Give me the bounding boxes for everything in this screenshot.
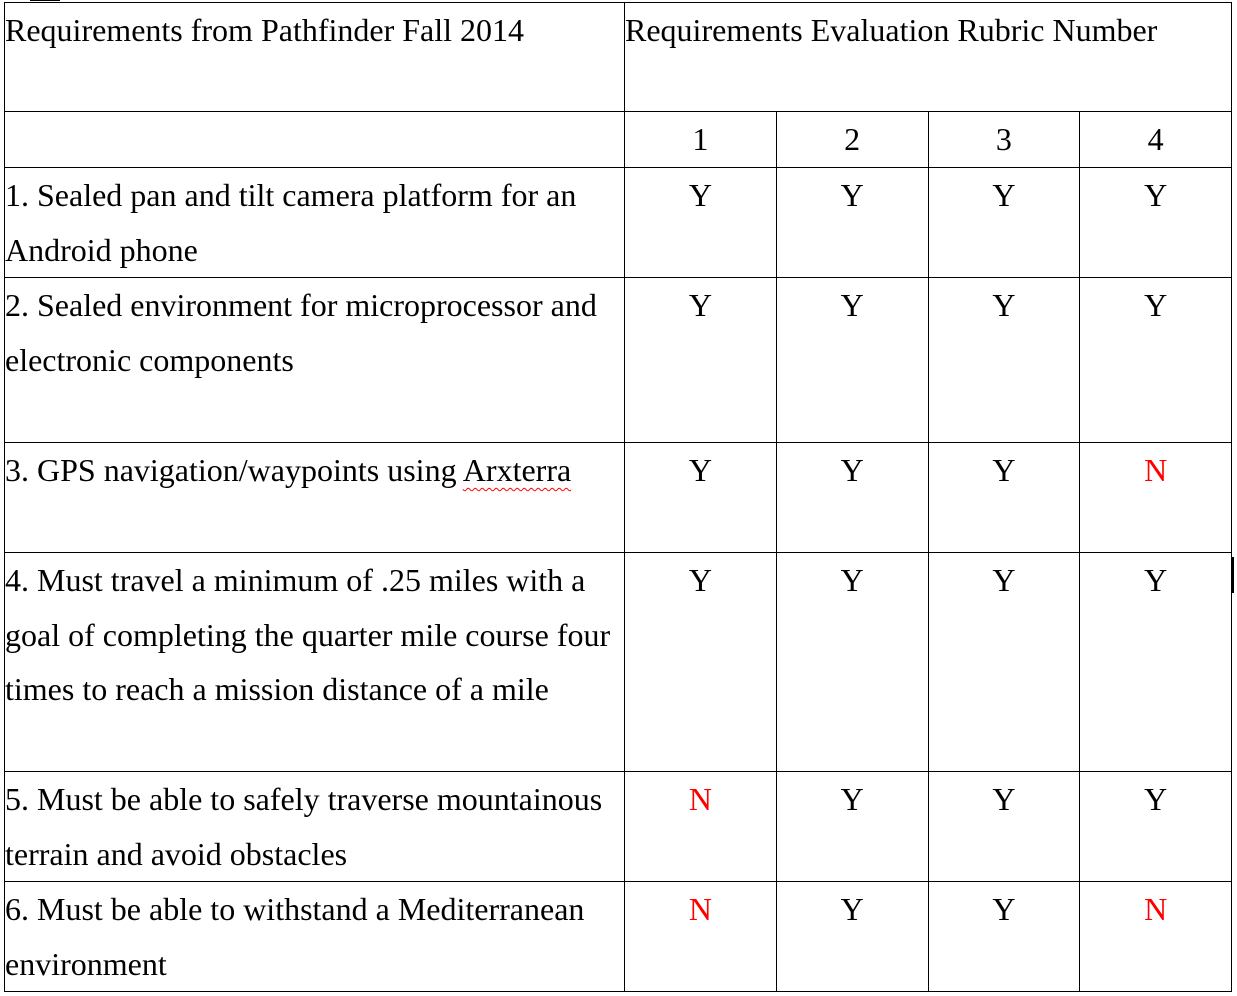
- rubric-header-cell[interactable]: [625, 3, 1232, 112]
- evaluation-value: Y: [992, 452, 1016, 488]
- evaluation-value: Y: [840, 891, 864, 927]
- rubric-header-label: Requirements Evaluation Rubric Number: [625, 12, 1158, 48]
- evaluation-value: Y: [840, 781, 864, 817]
- evaluation-cell[interactable]: [1080, 168, 1232, 278]
- evaluation-value: Y: [992, 177, 1016, 213]
- spellcheck-flagged-word[interactable]: Arxterra: [462, 452, 572, 488]
- requirement-text: 6. Must be able to withstand a Mediterranean environment: [5, 891, 585, 982]
- requirement-text: 2. Sealed environment for microprocessor and electronic components: [5, 287, 597, 378]
- requirement-cell[interactable]: [5, 882, 625, 992]
- evaluation-cell[interactable]: [776, 443, 928, 553]
- rubric-number-4: 4: [1147, 121, 1164, 157]
- evaluation-cell[interactable]: [625, 278, 777, 443]
- evaluation-value: N: [1144, 452, 1168, 488]
- evaluation-cell[interactable]: [1080, 443, 1232, 553]
- evaluation-value: Y: [840, 562, 864, 598]
- evaluation-value: Y: [840, 452, 864, 488]
- evaluation-cell[interactable]: [625, 882, 777, 992]
- evaluation-value: Y: [688, 562, 712, 598]
- evaluation-value: Y: [992, 562, 1016, 598]
- evaluation-cell[interactable]: [928, 443, 1080, 553]
- evaluation-value: Y: [992, 781, 1016, 817]
- rubric-number-row: [5, 112, 1232, 168]
- evaluation-value: Y: [992, 287, 1016, 323]
- requirement-cell[interactable]: [5, 278, 625, 443]
- evaluation-cell[interactable]: [625, 168, 777, 278]
- evaluation-cell[interactable]: [1080, 772, 1232, 882]
- text-cursor-mark: [1232, 557, 1234, 593]
- evaluation-value: Y: [688, 287, 712, 323]
- evaluation-cell[interactable]: [928, 882, 1080, 992]
- table-row: [5, 772, 1232, 882]
- rubric-number-cell[interactable]: [625, 112, 777, 168]
- rubric-number-2: 2: [844, 121, 861, 157]
- header-row: [5, 3, 1232, 112]
- top-edge-mark: [30, 0, 60, 1]
- evaluation-value: N: [688, 781, 712, 817]
- rubric-number-3: 3: [995, 121, 1012, 157]
- evaluation-cell[interactable]: [625, 772, 777, 882]
- requirements-rubric-table: [4, 2, 1232, 992]
- requirement-text: 1. Sealed pan and tilt camera platform for an Android phone: [5, 177, 577, 268]
- table-row: [5, 553, 1232, 772]
- evaluation-cell[interactable]: [776, 882, 928, 992]
- evaluation-value: Y: [992, 891, 1016, 927]
- evaluation-cell[interactable]: [928, 772, 1080, 882]
- evaluation-cell[interactable]: [928, 278, 1080, 443]
- evaluation-cell[interactable]: [625, 443, 777, 553]
- rubric-number-cell[interactable]: [776, 112, 928, 168]
- evaluation-value: Y: [840, 177, 864, 213]
- requirement-cell[interactable]: [5, 168, 625, 278]
- requirement-cell[interactable]: [5, 553, 625, 772]
- evaluation-cell[interactable]: [928, 553, 1080, 772]
- table-row: [5, 882, 1232, 992]
- requirements-header-label: Requirements from Pathfinder Fall 2014: [5, 12, 525, 48]
- table-row: [5, 443, 1232, 553]
- rubric-number-1: 1: [692, 121, 709, 157]
- evaluation-value: Y: [1144, 287, 1168, 323]
- evaluation-value: N: [1144, 891, 1168, 927]
- evaluation-value: Y: [1144, 781, 1168, 817]
- table-row: [5, 168, 1232, 278]
- evaluation-cell[interactable]: [776, 168, 928, 278]
- evaluation-value: Y: [840, 287, 864, 323]
- table-row: [5, 278, 1232, 443]
- evaluation-value: Y: [1144, 177, 1168, 213]
- requirement-text: 5. Must be able to safely traverse mountainous terrain and avoid obstacles: [5, 781, 603, 872]
- evaluation-value: Y: [688, 452, 712, 488]
- evaluation-value: N: [688, 891, 712, 927]
- evaluation-cell[interactable]: [928, 168, 1080, 278]
- requirement-cell[interactable]: [5, 772, 625, 882]
- requirement-cell[interactable]: [5, 443, 625, 553]
- empty-header-cell[interactable]: [5, 112, 625, 168]
- evaluation-cell[interactable]: [625, 553, 777, 772]
- evaluation-value: Y: [688, 177, 712, 213]
- evaluation-cell[interactable]: [776, 553, 928, 772]
- requirements-header-cell[interactable]: [5, 3, 625, 112]
- evaluation-cell[interactable]: [1080, 278, 1232, 443]
- evaluation-cell[interactable]: [1080, 553, 1232, 772]
- rubric-number-cell[interactable]: [928, 112, 1080, 168]
- requirement-text: 4. Must travel a minimum of .25 miles with a goal of completing the quarter mile course four times to reach a mission distance of a mile: [5, 562, 611, 707]
- evaluation-cell[interactable]: [776, 278, 928, 443]
- evaluation-cell[interactable]: [776, 772, 928, 882]
- evaluation-cell[interactable]: [1080, 882, 1232, 992]
- rubric-number-cell[interactable]: [1080, 112, 1232, 168]
- requirement-text: 3. GPS navigation/waypoints using: [5, 452, 463, 488]
- evaluation-value: Y: [1144, 562, 1168, 598]
